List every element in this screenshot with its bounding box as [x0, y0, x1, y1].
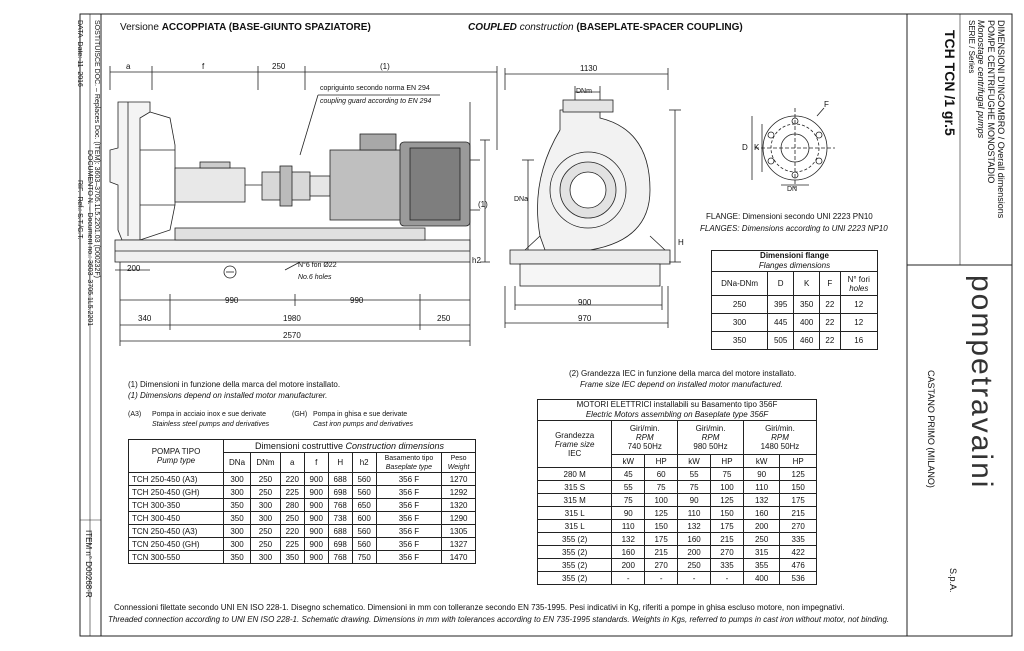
pump-col-a: a — [280, 453, 304, 473]
pump-row-cell: 300 — [224, 473, 251, 486]
motor-row-cell: 100 — [645, 494, 678, 507]
motor-col-speed-2 — [678, 421, 744, 455]
motor-row-cell: 355 — [743, 559, 779, 572]
pump-row — [129, 499, 476, 512]
motor-row-cell: 215 — [780, 507, 817, 520]
motor-row-cell: 100 — [711, 481, 744, 494]
pump-row-cell: 300 — [251, 512, 281, 525]
dim-200: 200 — [127, 264, 141, 273]
flange-cell: 22 — [820, 296, 840, 314]
motor-row-cell: 200 — [743, 520, 779, 533]
flange-note-it: FLANGE: Dimensioni secondo UNI 2223 PN10 — [706, 212, 873, 221]
pump-col-dnm: DNm — [251, 453, 281, 473]
pump-row-cell: 300 — [251, 551, 281, 564]
pump-row-cell: 280 — [280, 499, 304, 512]
note-a3-it: Pompa in acciaio inox e sue derivate — [152, 411, 267, 418]
motor-row-cell: 422 — [780, 546, 817, 559]
pump-row-cell: 225 — [280, 486, 304, 499]
motor-row-cell: 55 — [612, 481, 645, 494]
motor-row-cell: 315 — [743, 546, 779, 559]
motor-row-cell: 315 S — [538, 481, 612, 494]
pump-col-weight-en: Weight — [447, 463, 470, 471]
pump-row-cell: 250 — [280, 512, 304, 525]
flange-table-title-it: Dimensioni flange — [760, 251, 829, 260]
pump-row-cell: 250 — [251, 486, 281, 499]
motor-row-cell: 132 — [612, 533, 645, 546]
flange-table-title — [712, 251, 878, 272]
motor-unit-hp: HP — [645, 455, 678, 468]
footer-it: Connessioni filettate secondo UNI EN ISO 228-1. Disegno schematico. Dimensioni in mm con tolleranze secondo EN 735-1995. Pesi indicativi in Kg, riferiti a pompe in ghisa escluso motore, non impegnativi. — [114, 603, 845, 612]
pump-row-cell: 220 — [280, 473, 304, 486]
motor-row-cell: 125 — [711, 494, 744, 507]
motor-speed-1-rpm: RPM — [635, 433, 654, 442]
pump-row-cell: 350 — [224, 551, 251, 564]
title-en-bold: (BASEPLATE-SPACER COUPLING) — [576, 22, 743, 33]
motor-row-cell: 476 — [780, 559, 817, 572]
dim-990-right: 990 — [350, 296, 364, 305]
pump-row — [129, 512, 476, 525]
dim-f: f — [202, 62, 205, 71]
flange-col-k: K — [794, 272, 820, 296]
flange-label-f: F — [824, 100, 829, 109]
motor-row-cell: 110 — [612, 520, 645, 533]
pump-row-cell: 1305 — [442, 525, 476, 538]
right-line1: DIMENSIONI D'INGOMBRO / Overall dimensions — [996, 20, 1006, 219]
motor-col-frame — [538, 421, 612, 468]
motor-row-cell: 315 M — [538, 494, 612, 507]
motor-row-cell: 215 — [645, 546, 678, 559]
pump-col-base — [376, 453, 442, 473]
pump-col-type-it: POMPA TIPO — [151, 447, 201, 456]
flange-col-dn: DNa-DNm — [712, 272, 768, 296]
dim-1-top: (1) — [380, 62, 390, 71]
motor-col-frame-iec: IEC — [567, 448, 582, 458]
motor-row — [538, 520, 817, 533]
motor-row-cell: - — [678, 572, 711, 585]
dim-a: a — [126, 62, 131, 71]
motor-row-cell: 200 — [612, 559, 645, 572]
right-series: TCH TCN /1 gr.5 — [942, 30, 958, 136]
pump-row-cell: 350 — [224, 512, 251, 525]
motor-row-cell: 355 (2) — [538, 572, 612, 585]
motor-row-cell: 160 — [743, 507, 779, 520]
pump-row-cell: 356 F — [376, 486, 442, 499]
motor-row-cell: 315 L — [538, 507, 612, 520]
motor-row-cell: 315 L — [538, 520, 612, 533]
motor-row — [538, 468, 817, 481]
pump-row-cell: TCH 250-450 (GH) — [129, 486, 224, 499]
motor-row-cell: 55 — [678, 468, 711, 481]
note-1-en: (1) Dimensions depend on installed motor manufacturer. — [128, 391, 328, 400]
flange-cell: 505 — [768, 332, 794, 350]
pump-col-dna: DNa — [224, 453, 251, 473]
pump-row-cell: 900 — [304, 551, 328, 564]
side-view — [110, 66, 497, 346]
note-gh-it: Pompa in ghisa e sue derivate — [313, 411, 408, 418]
pump-row-cell: 300 — [224, 525, 251, 538]
dim-250-right: 250 — [437, 314, 451, 323]
pump-row-cell: 300 — [224, 486, 251, 499]
pump-row-cell: 300 — [224, 538, 251, 551]
dim-990-left: 990 — [225, 296, 239, 305]
pump-row-cell: 750 — [352, 551, 376, 564]
flange-cell: 460 — [794, 332, 820, 350]
motor-unit-hp: HP — [711, 455, 744, 468]
motor-unit-kw: kW — [743, 455, 779, 468]
motor-unit-kw: kW — [678, 455, 711, 468]
flange-row — [712, 332, 878, 350]
flange-label-dn: DN — [787, 186, 798, 193]
note-a3-code: (A3) — [128, 411, 142, 418]
motor-speed-2-giri: Giri/min. — [695, 424, 726, 433]
motor-row — [538, 481, 817, 494]
motor-row-cell: 75 — [645, 481, 678, 494]
motor-col-frame-it: Grandezza — [555, 430, 595, 440]
motor-table-title-it: MOTORI ELETTRICI installabili su Basamento tipo 356F — [576, 400, 778, 409]
pump-row-cell: 900 — [304, 499, 328, 512]
flange-cell: 16 — [840, 332, 878, 350]
motor-row-cell: 355 (2) — [538, 559, 612, 572]
pump-row-cell: 356 F — [376, 525, 442, 538]
motor-row-cell: 355 (2) — [538, 533, 612, 546]
pump-row-cell: 650 — [352, 499, 376, 512]
pump-row-cell: 356 F — [376, 473, 442, 486]
side-rif: RIF.–Ref.: S.T./C.T. — [76, 180, 83, 240]
motor-row-cell: 150 — [780, 481, 817, 494]
pump-col-base-it: Basamento tipo — [384, 454, 434, 462]
pump-row-cell: 350 — [280, 551, 304, 564]
motor-table-title — [538, 400, 817, 421]
guard-note-it: copriguinto secondo norma EN 294 — [320, 85, 430, 92]
pump-row-cell: 738 — [328, 512, 352, 525]
title-it — [120, 22, 371, 33]
right-line3: Monostage centrifugal pumps — [976, 20, 986, 139]
pump-row-cell: 560 — [352, 473, 376, 486]
motor-row-cell: 250 — [743, 533, 779, 546]
motor-row-cell: 335 — [780, 533, 817, 546]
pump-row-cell: 900 — [304, 473, 328, 486]
pump-row-cell: 225 — [280, 538, 304, 551]
motor-table — [537, 399, 817, 585]
pump-row-cell: 900 — [304, 512, 328, 525]
motor-row-cell: 200 — [678, 546, 711, 559]
front-view — [505, 68, 681, 328]
flange-cell: 395 — [768, 296, 794, 314]
pump-row-cell: 560 — [352, 486, 376, 499]
pump-row-cell: TCN 300-550 — [129, 551, 224, 564]
pump-row-cell: 350 — [224, 499, 251, 512]
brand-location: CASTANO PRIMO (MILANO) — [926, 370, 936, 488]
pump-row-cell: 900 — [304, 525, 328, 538]
brand-logo: pompetravaini — [965, 275, 998, 490]
flange-label-d: D — [742, 143, 748, 152]
motor-row-cell: 150 — [711, 507, 744, 520]
title-it-bold: ACCOPPIATA (BASE-GIUNTO SPAZIATORE) — [161, 22, 371, 33]
motor-row — [538, 533, 817, 546]
flange-table-title-en: Flanges dimensions — [758, 261, 831, 270]
pump-row-cell: 1290 — [442, 512, 476, 525]
dim-h2: h2 — [472, 256, 481, 265]
flange-col-d: D — [768, 272, 794, 296]
pump-row-cell: 698 — [328, 538, 352, 551]
dim-2570: 2570 — [283, 331, 301, 340]
pump-row-cell: TCH 250-450 (A3) — [129, 473, 224, 486]
motor-row-cell: 150 — [645, 520, 678, 533]
flange-col-holes — [840, 272, 878, 296]
motor-row — [538, 507, 817, 520]
pump-row-cell: 688 — [328, 473, 352, 486]
pump-row-cell: 768 — [328, 499, 352, 512]
pump-row — [129, 525, 476, 538]
motor-row-cell: 90 — [612, 507, 645, 520]
motor-speed-2-value: 980 50Hz — [693, 442, 728, 451]
motor-row — [538, 559, 817, 572]
note-1-it: (1) Dimensioni in funzione della marca del motore installato. — [128, 380, 341, 389]
pump-row-cell: 1470 — [442, 551, 476, 564]
dim-970: 970 — [578, 314, 592, 323]
flange-cell: 350 — [712, 332, 768, 350]
motor-row-cell: 110 — [743, 481, 779, 494]
motor-row-cell: 160 — [678, 533, 711, 546]
pump-row-cell: 768 — [328, 551, 352, 564]
flange-col-holes-it: N° fori — [847, 274, 870, 284]
flange-cell: 350 — [794, 296, 820, 314]
motor-row-cell: 132 — [678, 520, 711, 533]
pump-row-cell: 900 — [304, 486, 328, 499]
motor-speed-3-giri: Giri/min. — [765, 424, 795, 433]
motor-row-cell: 125 — [780, 468, 817, 481]
pump-row-cell: 250 — [251, 538, 281, 551]
motor-speed-1-value: 740 50Hz — [627, 442, 662, 451]
pump-col-base-en: Baseplate type — [385, 463, 433, 471]
pump-row — [129, 538, 476, 551]
title-it-prefix: Versione — [120, 22, 159, 33]
dim-dnm: DNm — [576, 88, 592, 95]
side-sostituisce: SOSTITUISCE DOC. – Replaces Doc. (ITEM): 3603–3705.1L5.2201.03 (D00232F) — [93, 20, 100, 278]
motor-row-cell: - — [711, 572, 744, 585]
pump-row-cell: 600 — [352, 512, 376, 525]
pump-row-cell: 250 — [251, 525, 281, 538]
dim-1-side: (1) — [478, 200, 488, 209]
holes-note-it: N°6 fori Ø22 — [298, 262, 337, 269]
motor-unit-kw: kW — [612, 455, 645, 468]
motor-row-cell: 75 — [711, 468, 744, 481]
dim-340: 340 — [138, 314, 152, 323]
note-2-en: Frame size IEC depend on installed motor manufactured. — [580, 380, 783, 389]
note-gh-code: (GH) — [292, 411, 308, 418]
motor-row-cell: 75 — [678, 481, 711, 494]
brand-spa: S.p.A. — [948, 568, 958, 593]
motor-row — [538, 546, 817, 559]
flange-col-holes-en: holes — [849, 283, 869, 293]
motor-row-cell: 355 (2) — [538, 546, 612, 559]
dim-900: 900 — [578, 298, 592, 307]
dim-1980: 1980 — [283, 314, 301, 323]
pump-row-cell: TCN 250-450 (A3) — [129, 525, 224, 538]
motor-row-cell: 175 — [645, 533, 678, 546]
pump-col-dims — [224, 440, 476, 453]
dim-1130: 1130 — [580, 64, 598, 73]
footer-en: Threaded connection according to UNI EN ISO 228-1. Schematic drawing. Dimensions in mm with tolerances according to EN 735-1995 standards. Weights in Kgs, referred to pumps in cast iron without motor, not binding. — [108, 615, 890, 624]
flange-cell: 445 — [768, 314, 794, 332]
motor-row-cell: 280 M — [538, 468, 612, 481]
motor-row-cell: 250 — [678, 559, 711, 572]
motor-unit-hp: HP — [780, 455, 817, 468]
motor-speed-1-giri: Giri/min. — [629, 424, 660, 433]
motor-row — [538, 572, 817, 585]
pump-row-cell: 1327 — [442, 538, 476, 551]
pump-col-type — [129, 440, 224, 473]
motor-row-cell: 270 — [780, 520, 817, 533]
pump-col-f: f — [304, 453, 328, 473]
motor-row-cell: 536 — [780, 572, 817, 585]
pump-col-h: H — [328, 453, 352, 473]
pump-col-dims-it: Dimensioni costruttive — [254, 440, 343, 451]
motor-row-cell: 125 — [645, 507, 678, 520]
flange-cell: 22 — [820, 314, 840, 332]
motor-row-cell: - — [612, 572, 645, 585]
motor-row-cell: 160 — [612, 546, 645, 559]
motor-row-cell: 270 — [711, 546, 744, 559]
motor-row-cell: 60 — [645, 468, 678, 481]
right-line2: POMPE CENTRIFUGHE MONOSTADIO — [986, 20, 996, 184]
motor-col-speed-1 — [612, 421, 678, 455]
motor-row-cell: 335 — [711, 559, 744, 572]
flange-note-en: FLANGES: Dimensions according to UNI 2223 NP10 — [700, 224, 888, 233]
flange-detail — [752, 108, 835, 188]
pump-row-cell: 220 — [280, 525, 304, 538]
side-documento: DOCUMENTO N. – Document no.: 3603–3705.1L5.2201 — [86, 150, 93, 327]
pump-row-cell: 1292 — [442, 486, 476, 499]
motor-table-title-en: Electric Motors assembling on Baseplate type 356F — [585, 410, 769, 419]
holes-note-en: No.6 holes — [298, 274, 332, 281]
pump-col-weight — [442, 453, 476, 473]
flange-table — [711, 250, 878, 350]
motor-table-body — [538, 468, 817, 585]
pump-table-body — [129, 473, 476, 564]
motor-row-cell: 75 — [612, 494, 645, 507]
motor-row-cell: 45 — [612, 468, 645, 481]
title-en-mid: construction — [519, 22, 574, 33]
pump-row-cell: 356 F — [376, 538, 442, 551]
pump-row-cell: 356 F — [376, 499, 442, 512]
guard-note-en: coupling guard according to EN 294 — [320, 98, 432, 105]
pump-row-cell: 900 — [304, 538, 328, 551]
pump-row-cell: 300 — [251, 499, 281, 512]
right-line4: SERIE / Series — [967, 20, 976, 74]
pump-row-cell: 1320 — [442, 499, 476, 512]
motor-row-cell: 110 — [678, 507, 711, 520]
title-en-italic: COUPLED — [468, 22, 517, 33]
dim-250-top: 250 — [272, 62, 286, 71]
flange-cell: 12 — [840, 296, 878, 314]
motor-row-cell: 400 — [743, 572, 779, 585]
note-a3-en: Stainless steel pumps and derivatives — [152, 421, 270, 428]
motor-row-cell: 132 — [743, 494, 779, 507]
pump-row — [129, 473, 476, 486]
pump-row-cell: TCN 250-450 (GH) — [129, 538, 224, 551]
flange-cell: 22 — [820, 332, 840, 350]
motor-row-cell: 270 — [645, 559, 678, 572]
motor-speed-3-value: 1480 50Hz — [760, 442, 800, 451]
motor-row-cell: 215 — [711, 533, 744, 546]
pump-row-cell: 1270 — [442, 473, 476, 486]
motor-row-cell: 175 — [780, 494, 817, 507]
motor-speed-2-rpm: RPM — [701, 433, 720, 442]
motor-col-frame-en: Frame size — [554, 439, 595, 449]
flange-cell: 400 — [794, 314, 820, 332]
side-data: DATA–Date: 11–2016 — [76, 20, 83, 87]
pump-row-cell: 560 — [352, 538, 376, 551]
pump-row-cell: 356 F — [376, 512, 442, 525]
flange-row — [712, 314, 878, 332]
motor-row-cell: 90 — [678, 494, 711, 507]
flange-cell: 250 — [712, 296, 768, 314]
motor-row-cell: - — [645, 572, 678, 585]
motor-col-speed-3 — [743, 421, 816, 455]
pump-row-cell: 688 — [328, 525, 352, 538]
pump-row — [129, 486, 476, 499]
note-gh-en: Cast iron pumps and derivatives — [313, 421, 413, 428]
side-item: ITEM n° D00268-R — [84, 530, 93, 598]
flange-cell: 12 — [840, 314, 878, 332]
motor-row-cell: 90 — [743, 468, 779, 481]
flange-cell: 300 — [712, 314, 768, 332]
motor-row — [538, 494, 817, 507]
pump-col-h2: h2 — [352, 453, 376, 473]
pump-col-weight-it: Peso — [450, 454, 467, 462]
flange-col-f: F — [820, 272, 840, 296]
pump-col-dims-en: Construction dimensions — [345, 440, 445, 451]
note-2-it: (2) Grandezza IEC in funzione della marca del motore installato. — [569, 369, 797, 378]
flange-label-k: K — [754, 143, 760, 152]
flange-row — [712, 296, 878, 314]
motor-speed-3-rpm: RPM — [771, 433, 789, 442]
pump-row-cell: TCH 300-350 — [129, 499, 224, 512]
dim-dna: DNa — [514, 196, 529, 203]
title-en — [468, 22, 743, 33]
pump-table — [128, 439, 476, 564]
pump-row — [129, 551, 476, 564]
pump-row-cell: 560 — [352, 525, 376, 538]
pump-row-cell: 250 — [251, 473, 281, 486]
pump-row-cell: 356 F — [376, 551, 442, 564]
pump-row-cell: 698 — [328, 486, 352, 499]
motor-row-cell: 175 — [711, 520, 744, 533]
dim-h: H — [678, 238, 684, 247]
pump-row-cell: TCH 300-450 — [129, 512, 224, 525]
pump-col-type-en: Pump type — [156, 456, 196, 465]
